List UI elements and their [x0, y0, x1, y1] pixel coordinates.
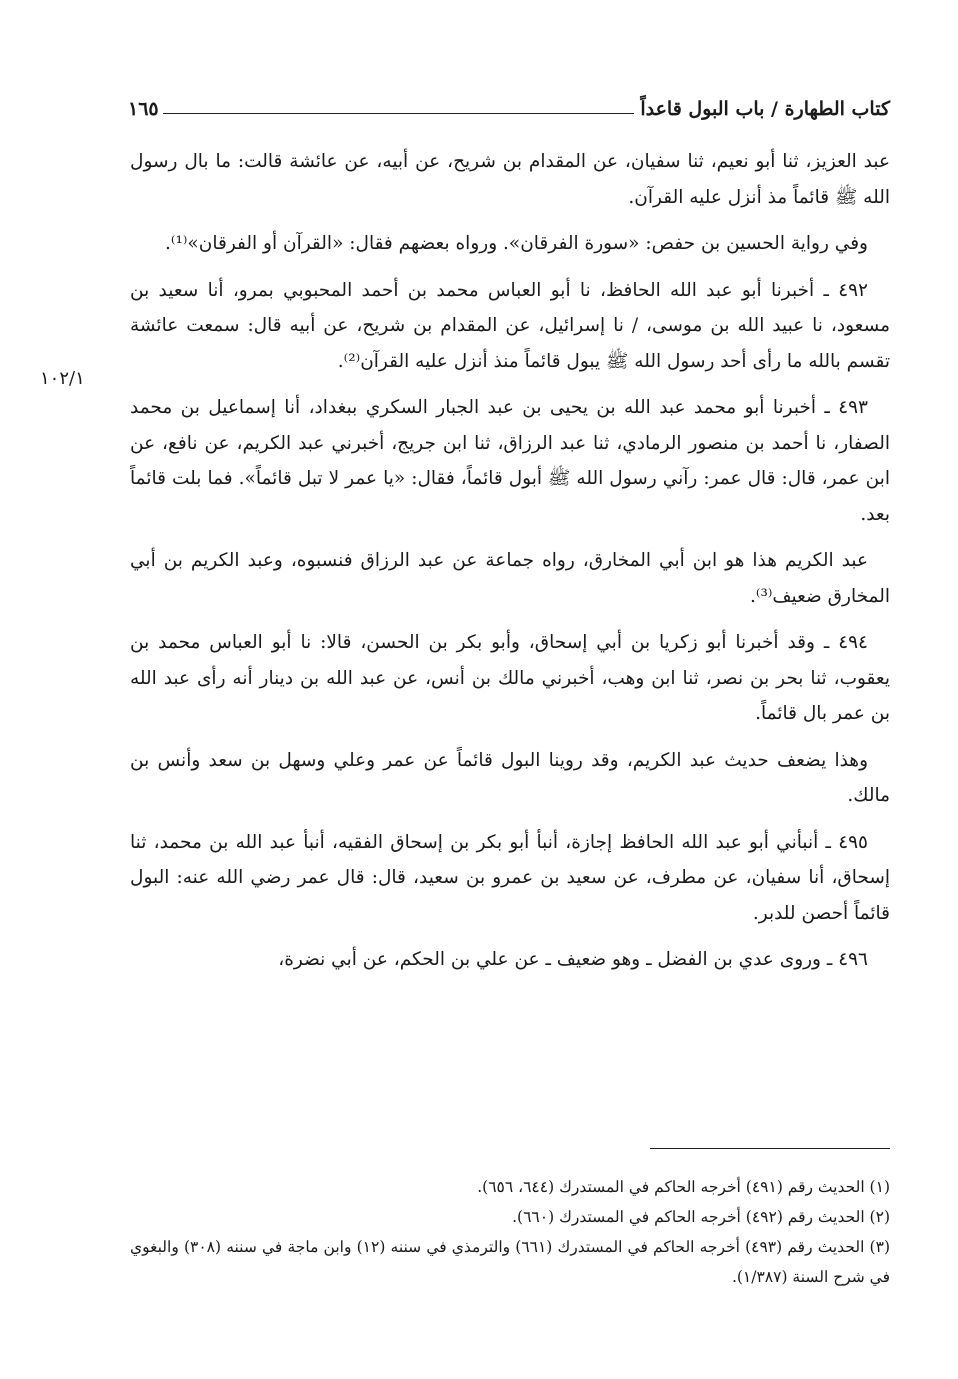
margin-manuscript-reference: ١٠٢/١ — [40, 368, 85, 389]
footnote-3: (٣) الحديث رقم (٤٩٣) أخرجه الحاكم في المستدرك (٦٦١) والترمذي في سننه (١٢) وابن ماجة في سننه (٣٠٨) والبغوي في شرح السنة (١/٣٨٧). — [130, 1238, 890, 1286]
paragraph: وفي رواية الحسين بن حفص: «سورة الفرقان». ورواه بعضهم فقال: «القرآن أو الفرقان»⁽¹⁾. — [165, 233, 868, 254]
paragraph: عبد الكريم هذا هو ابن أبي المخارق، رواه جماعة عن عبد الرزاق فنسبوه، وعبد الكريم بن أبي المخارق ضعيف⁽³⁾. — [130, 550, 890, 607]
main-text — [130, 144, 890, 989]
footnote-separator — [650, 1148, 890, 1149]
chapter-title: كتاب الطهارة / باب البول قاعداً — [640, 98, 890, 120]
footnotes — [130, 1172, 890, 1292]
running-header — [128, 86, 890, 120]
hadith-494: ٤٩٤ ـ وقد أخبرنا أبو زكريا بن أبي إسحاق، وأبو بكر بن الحسن، قالا: نا أبو العباس محمد بن يعقوب، ثنا بحر بن نصر، ثنا ابن وهب، أخبرني مالك بن أنس، عن عبد الله بن دينار أنه رأى عبد الله بن عمر بال قائماً. — [130, 632, 890, 724]
paragraph: وهذا يضعف حديث عبد الكريم، وقد روينا البول قائماً عن عمر وعلي وسهل بن سعد وأنس بن مالك. — [130, 749, 890, 806]
header-rule — [163, 113, 635, 114]
footnote-1: (١) الحديث رقم (٤٩١) أخرجه الحاكم في المستدرك (٦٤٤، ٦٥٦). — [477, 1178, 890, 1196]
paragraph: عبد العزيز، ثنا أبو نعيم، ثنا سفيان، عن المقدام بن شريح، عن أبيه، عن عائشة قالت: ما بال رسول الله ﷺ قائماً مذ أنزل عليه القرآن. — [130, 151, 890, 208]
page-number: ١٦٥ — [128, 98, 159, 120]
hadith-492: ٤٩٢ ـ أخبرنا أبو عبد الله الحافظ، نا أبو العباس محمد بن أحمد المحبوبي بمرو، أنا سعيد بن مسعود، نا عبيد الله بن موسى، / نا إسرائيل، عن المقدام بن شريح، عن أبيه قال: سمعت عائشة تقسم بالله ما رأى أحد رسول الله ﷺ يبول قائماً منذ أنزل عليه القرآن⁽²⁾. — [130, 279, 890, 372]
hadith-493: ٤٩٣ ـ أخبرنا أبو محمد عبد الله بن يحيى بن عبد الجبار السكري ببغداد، أنا إسماعيل بن محمد الصفار، نا أحمد بن منصور الرمادي، ثنا عبد الرزاق، ثنا ابن جريج، أخبرني عبد الكريم، عن نافع، عن ابن عمر، قال: قال عمر: رآني رسول الله ﷺ أبول قائماً، فقال: «يا عمر لا تبل قائماً». فما بلت قائماً بعد. — [130, 397, 890, 525]
hadith-495: ٤٩٥ ـ أنبأني أبو عبد الله الحافظ إجازة، أنبأ أبو بكر بن إسحاق الفقيه، أنبأ عبد الله بن محمد، ثنا إسحاق، أنا سفيان، عن مطرف، عن سعيد بن عمرو بن سعيد، قال: قال عمر رضي الله عنه: البول قائماً أحصن للدبر. — [130, 831, 890, 924]
footnote-2: (٢) الحديث رقم (٤٩٢) أخرجه الحاكم في المستدرك (٦٦٠). — [512, 1208, 890, 1226]
hadith-496: ٤٩٦ ـ وروى عدي بن الفضل ـ وهو ضعيف ـ عن علي بن الحكم، عن أبي نضرة، — [278, 949, 868, 970]
